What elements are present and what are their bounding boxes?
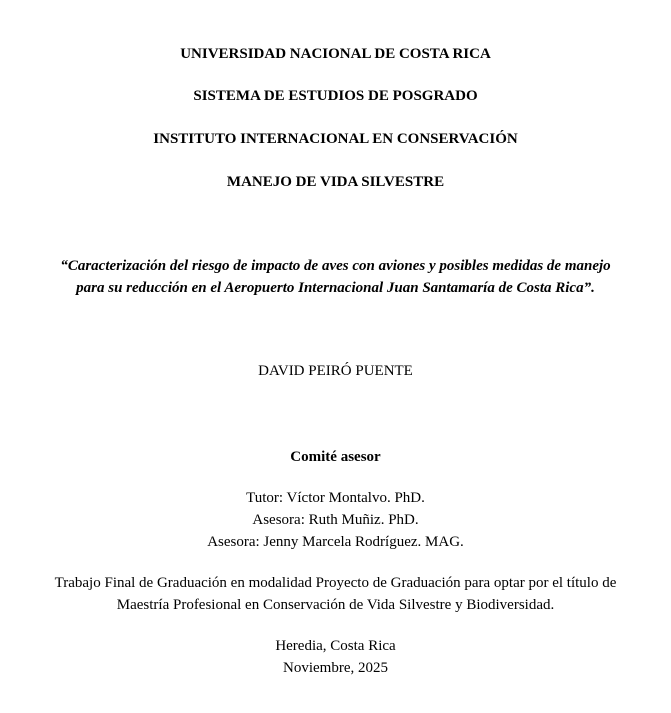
thesis-title-line-1: “Caracterización del riesgo de impacto de aves con aviones y posibles medidas de manejo bbox=[60, 258, 611, 274]
author-name: DAVID PEIRÓ PUENTE bbox=[258, 363, 413, 379]
university-name: UNIVERSIDAD NACIONAL DE COSTA RICA bbox=[180, 46, 491, 62]
institute-name: INSTITUTO INTERNACIONAL EN CONSERVACIÓN bbox=[153, 131, 518, 147]
thesis-title-line-2: para su reducción en el Aeropuerto Internacional Juan Santamaría de Costa Rica”. bbox=[76, 280, 595, 296]
committee-member-advisor-2: Asesora: Jenny Marcela Rodríguez. MAG. bbox=[207, 534, 464, 550]
committee-member-tutor: Tutor: Víctor Montalvo. PhD. bbox=[246, 490, 425, 506]
purpose-line-2: Maestría Profesional en Conservación de Vida Silvestre y Biodiversidad. bbox=[116, 597, 555, 613]
committee-heading: Comité asesor bbox=[290, 449, 381, 465]
graduate-system: SISTEMA DE ESTUDIOS DE POSGRADO bbox=[193, 88, 478, 104]
date: Noviembre, 2025 bbox=[283, 660, 388, 676]
program-name: MANEJO DE VIDA SILVESTRE bbox=[226, 174, 445, 190]
place: Heredia, Costa Rica bbox=[275, 638, 396, 654]
committee-member-advisor-1: Asesora: Ruth Muñiz. PhD. bbox=[252, 512, 419, 528]
purpose-line-1: Trabajo Final de Graduación en modalidad Proyecto de Graduación para optar por el título de bbox=[54, 575, 617, 591]
